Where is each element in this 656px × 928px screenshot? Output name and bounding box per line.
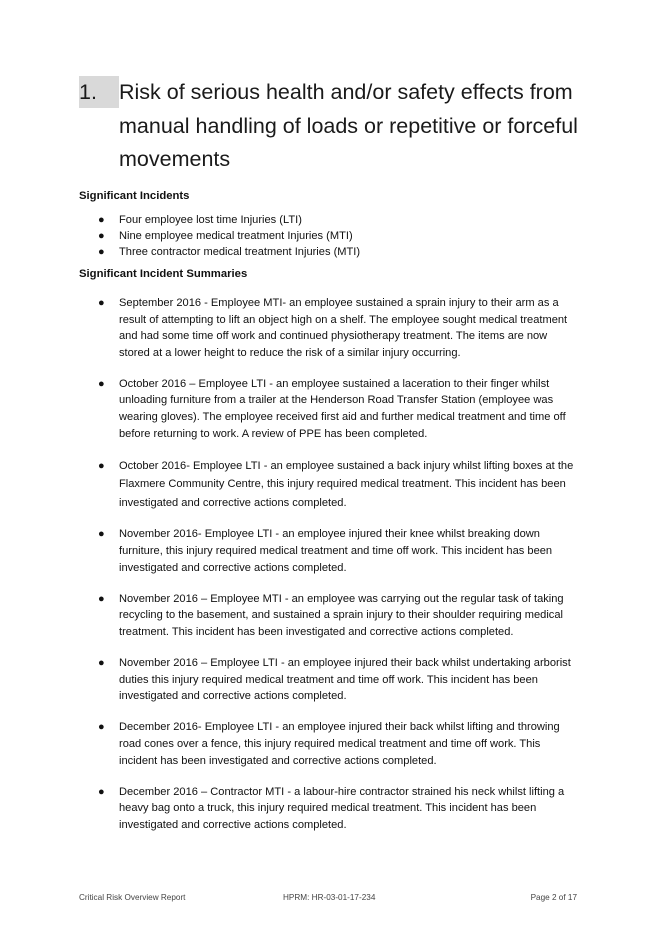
summary-line: November 2016 – Employee LTI - an employee injured their back whilst undertaking arborist (119, 657, 571, 670)
summary-line: incident has been investigated and corrective actions completed. (119, 754, 437, 767)
bullet-icon: ● (98, 377, 105, 390)
section-heading (79, 76, 579, 177)
summary-line: investigated and corrective actions completed. (119, 818, 347, 831)
significant-incidents-heading: Significant Incidents (79, 190, 190, 202)
bullet-icon: ● (98, 592, 105, 605)
summary-item (98, 526, 588, 576)
section-title-line: Risk of serious health and/or safety effects from (119, 80, 573, 104)
summary-item (98, 591, 588, 641)
summary-item (98, 295, 588, 361)
summary-line: result of attempting to lift an object high on a shelf. The employee sought medical treatment (119, 313, 568, 326)
section-number: 1. (79, 76, 119, 108)
summary-line: stored at a lower height to reduce the risk of a similar injury occurring. (119, 346, 461, 359)
significant-incidents-list (98, 212, 360, 260)
summary-line: unloading furniture from a trailer at the Henderson Road Transfer Station (employee was (119, 394, 554, 407)
bullet-icon: ● (98, 214, 105, 226)
summary-line: October 2016 – Employee LTI - an employee sustained a laceration to their finger whilst (119, 377, 550, 390)
summary-line: wearing gloves). The employee received first aid and further medical treatment and time off (119, 411, 566, 424)
list-item (98, 228, 360, 244)
incident-summaries-heading: Significant Incident Summaries (79, 268, 248, 280)
summary-line: before returning to work. A review of PPE has been completed. (119, 427, 428, 440)
summary-line: investigated and corrective actions completed. (119, 690, 347, 703)
summary-line: treatment. This incident has been investigated and corrective actions completed. (119, 625, 514, 638)
section-title (119, 76, 579, 110)
summary-item (98, 457, 588, 512)
incident-summaries-list (98, 295, 588, 833)
footer-document-reference: HPRM: HR-03-01-17-234 (283, 893, 376, 902)
bullet-icon: ● (98, 657, 105, 670)
list-item (98, 212, 360, 228)
bullet-icon: ● (98, 785, 105, 798)
summary-line: October 2016- Employee LTI - an employee sustained a back injury whilst lifting boxes at the (119, 459, 574, 472)
summary-item (98, 784, 588, 834)
bullet-icon: ● (98, 459, 105, 472)
footer-report-title: Critical Risk Overview Report (79, 893, 186, 902)
footer-page-number: Page 2 of 17 (530, 893, 577, 902)
summary-line: furniture, this injury required medical treatment and time off work. This incident has been (119, 545, 553, 558)
summary-line: November 2016 – Employee MTI - an employee was carrying out the regular task of taking (119, 592, 564, 605)
summary-line: September 2016 - Employee MTI- an employee sustained a sprain injury to their arm as a (119, 297, 559, 309)
summary-line: December 2016 – Contractor MTI - a labour-hire contractor strained his neck whilst lifting a (119, 785, 565, 798)
bullet-icon: ● (98, 297, 105, 309)
summary-line: heavy bag onto a truck, this injury required medical treatment. This incident has been (119, 802, 537, 815)
list-item-text: Nine employee medical treatment Injuries (MTI) (119, 230, 353, 242)
bullet-icon: ● (98, 528, 105, 541)
summary-item (98, 655, 588, 705)
summary-line: investigated and corrective actions completed. (119, 496, 347, 509)
summary-line: recycling to the basement, and sustained a sprain injury to their shoulder requiring medical (119, 609, 563, 622)
list-item (98, 244, 360, 260)
list-item-text: Three contractor medical treatment Injuries (MTI) (119, 246, 361, 258)
summary-line: and had some time off work and continued physiotherapy treatment. The items are now (119, 330, 548, 343)
summary-item (98, 719, 588, 769)
bullet-icon: ● (98, 246, 105, 258)
section-title-line: movements (119, 147, 231, 171)
summary-line: duties this injury required medical treatment and time off work. This incident has been (119, 673, 538, 686)
list-item-text: Four employee lost time Injuries (LTI) (119, 214, 302, 226)
section-title-line: manual handling of loads or repetitive or forceful (119, 113, 578, 138)
summary-line: December 2016- Employee LTI - an employee injured their back whilst lifting and throwing (119, 721, 560, 734)
summary-line: Flaxmere Community Centre, this injury required medical treatment. This incident has been (119, 478, 566, 491)
bullet-icon: ● (98, 721, 105, 734)
summary-line: November 2016- Employee LTI - an employee injured their knee whilst breaking down (119, 528, 540, 541)
summary-line: road cones over a fence, this injury required medical treatment and time off work. This (119, 737, 541, 750)
summary-line: investigated and corrective actions completed. (119, 561, 347, 574)
bullet-icon: ● (98, 230, 105, 242)
summary-item (98, 376, 588, 442)
